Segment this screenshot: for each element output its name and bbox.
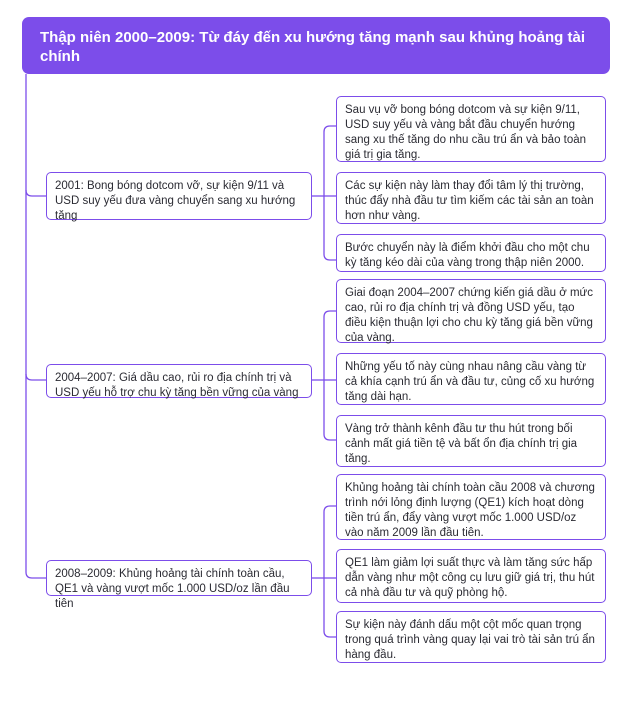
category-node-2004-2007: 2004–2007: Giá dầu cao, rủi ro địa chính trị và USD yếu hỗ trợ chu kỳ tăng bền vững của vàng bbox=[46, 364, 312, 398]
category-node-2008-2009: 2008–2009: Khủng hoảng tài chính toàn cầu, QE1 và vàng vượt mốc 1.000 USD/oz lần đầu tiên bbox=[46, 560, 312, 596]
detail-node-2004-2007-3: Vàng trở thành kênh đầu tư thu hút trong bối cảnh mất giá tiền tệ và bất ổn địa chính trị gia tăng. bbox=[336, 415, 606, 467]
detail-node-2001-1: Sau vụ vỡ bong bóng dotcom và sự kiện 9/11, USD suy yếu và vàng bắt đầu chuyển hướng sang xu thế tăng do nhu cầu trú ẩn và bảo toàn giá trị gia tăng. bbox=[336, 96, 606, 162]
detail-node-2004-2007-1: Giai đoạn 2004–2007 chứng kiến giá dầu ở mức cao, rủi ro địa chính trị và đồng USD yếu, tạo điều kiện thuận lợi cho chu kỳ tăng giá bền vững của vàng. bbox=[336, 279, 606, 343]
category-node-2001: 2001: Bong bóng dotcom vỡ, sự kiện 9/11 và USD suy yếu đưa vàng chuyển sang xu hướng tăng bbox=[46, 172, 312, 220]
detail-node-2004-2007-2: Những yếu tố này cùng nhau nâng cầu vàng từ cả khía cạnh trú ẩn và đầu tư, củng cố xu hướng tăng dài hạn. bbox=[336, 353, 606, 405]
diagram-title: Thập niên 2000–2009: Từ đáy đến xu hướng tăng mạnh sau khủng hoảng tài chính bbox=[22, 17, 610, 74]
detail-node-2008-2009-3: Sự kiện này đánh dấu một cột mốc quan trọng trong quá trình vàng quay lại vai trò tài sản trú ẩn hàng đầu. bbox=[336, 611, 606, 663]
detail-node-2001-2: Các sự kiện này làm thay đổi tâm lý thị trường, thúc đẩy nhà đầu tư tìm kiếm các tài sản an toàn hơn như vàng. bbox=[336, 172, 606, 224]
detail-node-2008-2009-2: QE1 làm giảm lợi suất thực và làm tăng sức hấp dẫn vàng như một công cụ lưu giữ giá trị, thu hút cả nhà đầu tư và quỹ phòng hộ. bbox=[336, 549, 606, 603]
detail-node-2001-3: Bước chuyển này là điểm khởi đầu cho một chu kỳ tăng kéo dài của vàng trong thập niên 2000. bbox=[336, 234, 606, 272]
detail-node-2008-2009-1: Khủng hoảng tài chính toàn cầu 2008 và chương trình nới lỏng định lượng (QE1) kích hoạt dòng tiền trú ẩn, đẩy vàng vượt mốc 1.000 USD/oz vào năm 2009 lần đầu tiên. bbox=[336, 474, 606, 540]
